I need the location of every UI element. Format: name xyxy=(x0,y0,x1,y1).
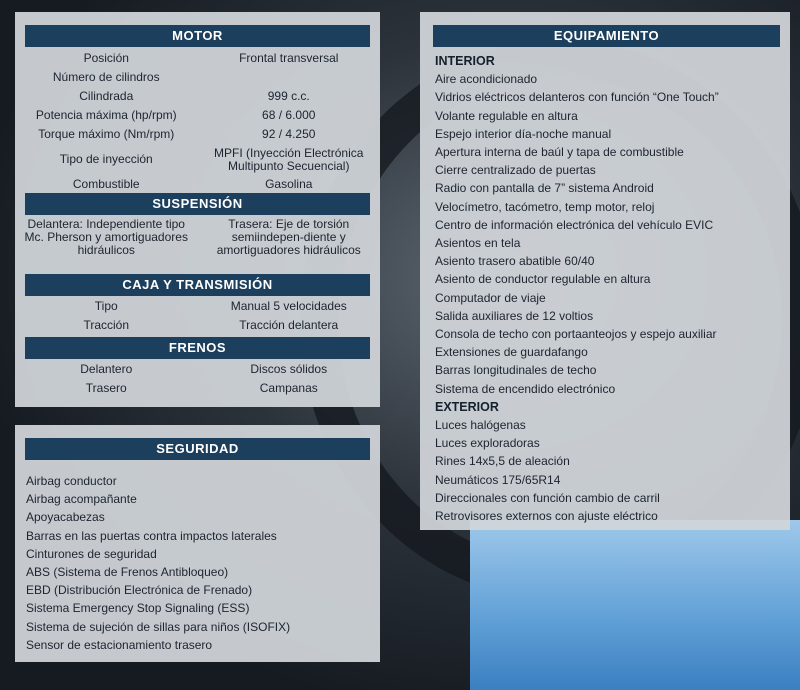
motor-row xyxy=(15,106,380,125)
list-item: Sensor de estacionamiento trasero xyxy=(26,637,213,652)
list-item: ABS (Sistema de Frenos Antibloqueo) xyxy=(26,565,229,580)
list-item: Vidrios eléctricos delanteros con función “One Touch” xyxy=(435,90,719,105)
list-item: Asientos en tela xyxy=(435,236,521,251)
list-item: Aire acondicionado xyxy=(435,72,538,87)
list-item: Retrovisores externos con ajuste eléctrico xyxy=(435,509,658,524)
motor-label: Tipo de inyección xyxy=(59,152,153,166)
brakes-row xyxy=(15,360,380,379)
brakes-value: Discos sólidos xyxy=(250,362,328,376)
motor-row xyxy=(15,49,380,68)
equipment-content xyxy=(435,52,719,525)
motor-label: Posición xyxy=(83,51,129,65)
list-item: Apoyacabezas xyxy=(26,510,105,525)
list-item: Rines 14x5,5 de aleación xyxy=(435,454,570,469)
list-item: Espejo interior día-noche manual xyxy=(435,126,612,141)
list-item: Velocímetro, tacómetro, temp motor, reloj xyxy=(435,199,655,214)
list-item: Centro de información electrónica del vehículo EVIC xyxy=(435,217,714,232)
list-item: Barras en las puertas contra impactos laterales xyxy=(26,528,277,543)
motor-label: Número de cilindros xyxy=(52,70,160,84)
transmission-header: CAJA Y TRANSMISIÓN xyxy=(25,274,370,296)
transmission-value: Manual 5 velocidades xyxy=(230,299,347,313)
list-item: Salida auxiliares de 12 voltios xyxy=(435,308,594,323)
list-item: Direccionales con función cambio de carril xyxy=(435,490,660,505)
list-item: Asiento de conductor regulable en altura xyxy=(435,272,651,287)
list-item: Sistema Emergency Stop Signaling (ESS) xyxy=(26,601,250,616)
equipment-header: EQUIPAMIENTO xyxy=(433,25,780,47)
transmission-value: Tracción delantera xyxy=(239,318,339,332)
list-item: Airbag conductor xyxy=(26,474,117,488)
suspension-front: Delantera: Independiente tipo Mc. Pherson y amortiguadores hidráulicos xyxy=(24,217,188,257)
list-item: Sistema de encendido electrónico xyxy=(435,381,616,396)
list-item: Consola de techo con portaanteojos y espejo auxiliar xyxy=(435,327,717,342)
motor-table xyxy=(15,49,380,194)
list-item: Radio con pantalla de 7” sistema Android xyxy=(435,181,654,196)
list-item: Airbag acompañante xyxy=(26,492,137,507)
transmission-label: Tracción xyxy=(83,318,130,332)
motor-label: Potencia máxima (hp/rpm) xyxy=(35,108,177,122)
list-item: Computador de viaje xyxy=(435,290,546,305)
motor-header: MOTOR xyxy=(25,25,370,47)
background-sky xyxy=(470,520,800,690)
interior-label: INTERIOR xyxy=(435,54,495,68)
interior-list xyxy=(435,70,719,398)
list-item: Cierre centralizado de puertas xyxy=(435,163,596,178)
list-item: Luces exploradoras xyxy=(435,436,540,451)
safety-header: SEGURIDAD xyxy=(25,438,370,460)
suspension-row xyxy=(15,218,380,257)
motor-value: Gasolina xyxy=(265,177,313,191)
equipment-panel xyxy=(420,12,790,530)
list-item: Cinturones de seguridad xyxy=(26,546,157,561)
transmission-row xyxy=(15,297,380,316)
list-item: Barras longitudinales de techo xyxy=(435,363,597,378)
motor-row xyxy=(15,68,380,87)
transmission-row xyxy=(15,316,380,335)
list-item: Extensiones de guardafango xyxy=(435,345,588,360)
motor-row xyxy=(15,125,380,144)
motor-row xyxy=(15,144,380,175)
list-item: Neumáticos 175/65R14 xyxy=(435,472,561,487)
transmission-label: Tipo xyxy=(94,299,118,313)
motor-value: 68 / 6.000 xyxy=(262,108,316,122)
specs-panel xyxy=(15,12,380,407)
brakes-label: Delantero xyxy=(80,362,133,376)
transmission-table xyxy=(15,297,380,335)
list-item: Sistema de sujeción de sillas para niños (ISOFIX) xyxy=(26,619,291,634)
motor-value: Frontal transversal xyxy=(239,51,339,65)
exterior-list xyxy=(435,416,719,525)
motor-label: Torque máximo (Nm/rpm) xyxy=(38,127,175,141)
motor-label: Combustible xyxy=(72,177,140,191)
exterior-label: EXTERIOR xyxy=(435,399,499,414)
brakes-table xyxy=(15,360,380,398)
brakes-label: Trasero xyxy=(85,381,127,395)
motor-value: 999 c.c. xyxy=(267,89,310,103)
suspension-header: SUSPENSIÓN xyxy=(25,193,370,215)
list-item: Asiento trasero abatible 60/40 xyxy=(435,254,595,269)
brakes-header: FRENOS xyxy=(25,337,370,359)
motor-row xyxy=(15,87,380,106)
list-item: EBD (Distribución Electrónica de Frenado) xyxy=(26,583,253,598)
brakes-value: Campanas xyxy=(259,381,318,395)
motor-label: Cilindrada xyxy=(79,89,134,103)
safety-list xyxy=(26,472,290,654)
safety-panel xyxy=(15,425,380,662)
list-item: Apertura interna de baúl y tapa de combustible xyxy=(435,145,684,160)
list-item: Luces halógenas xyxy=(435,418,526,433)
suspension-rear: Trasera: Eje de torsión semiindepen-diente y amortiguadores hidráulicos xyxy=(216,217,361,257)
motor-row xyxy=(15,175,380,194)
motor-value: 92 / 4.250 xyxy=(262,127,316,141)
brakes-row xyxy=(15,379,380,398)
motor-value: MPFI (Inyección Electrónica Multipunto Secuencial) xyxy=(214,145,364,173)
list-item: Volante regulable en altura xyxy=(435,108,578,123)
